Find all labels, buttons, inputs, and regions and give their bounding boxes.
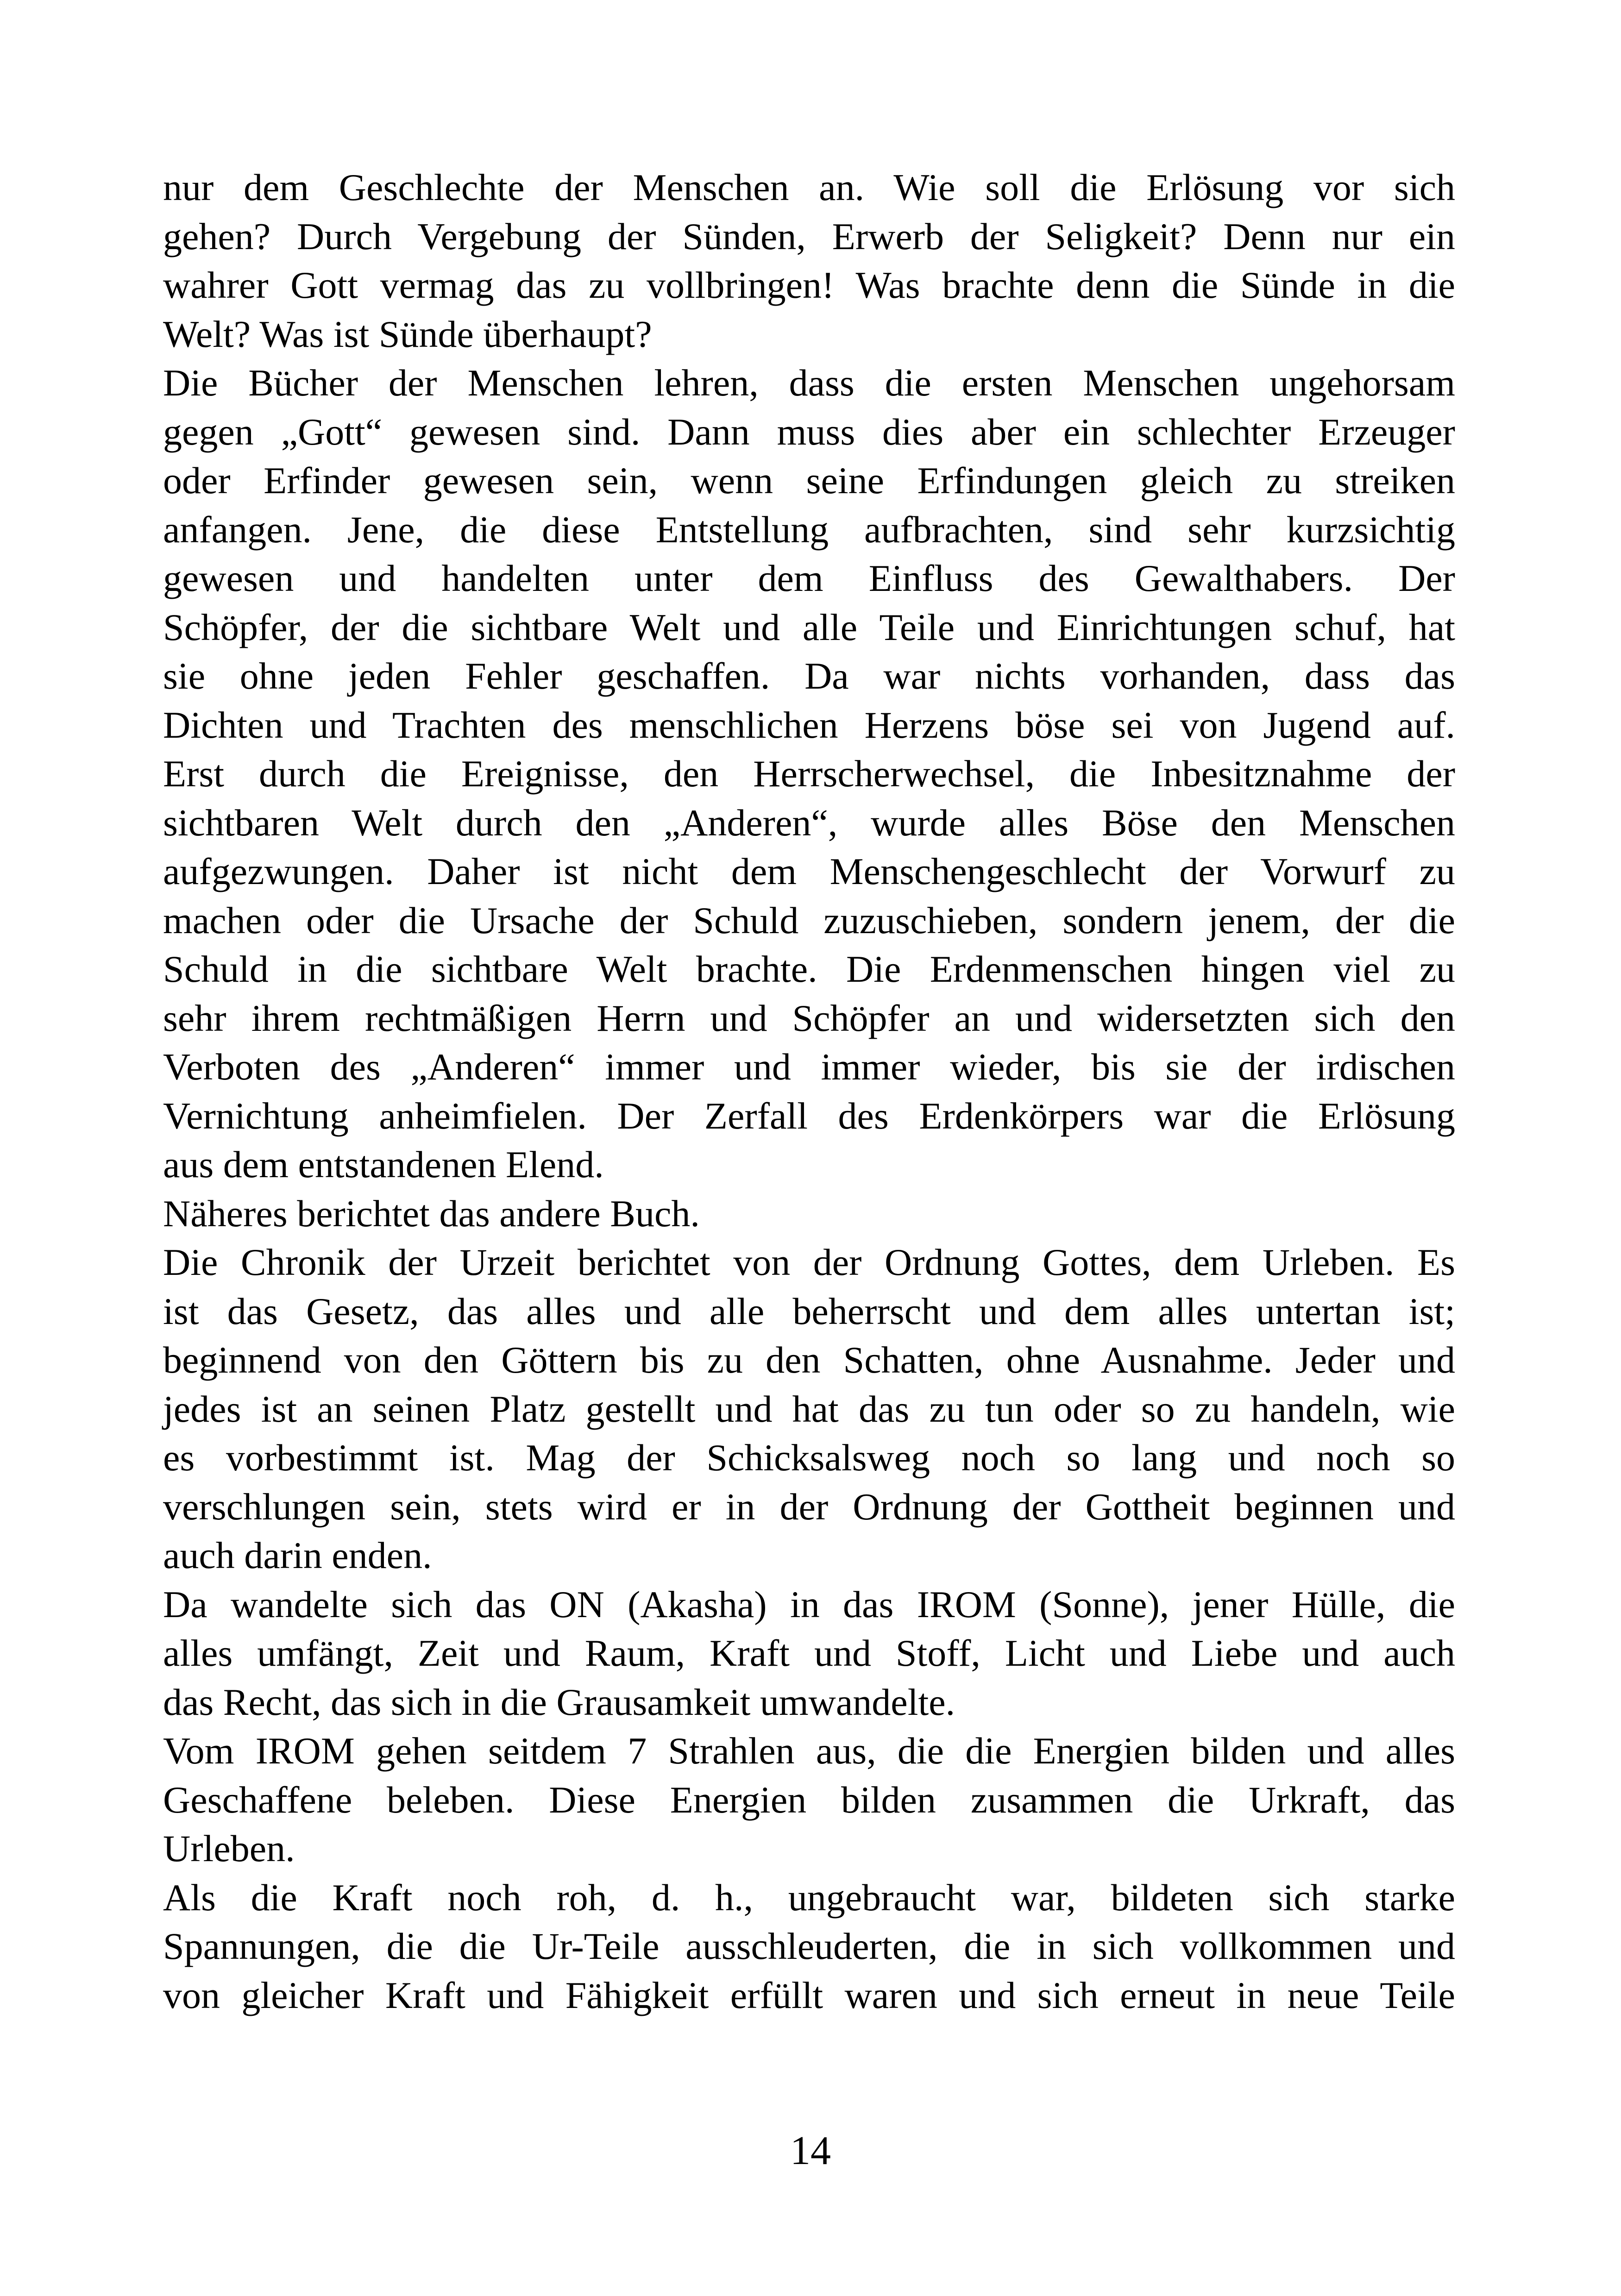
text-line: machen oder die Ursache der Schuld zuzuschieben, sondern jenem, der die bbox=[163, 899, 1455, 941]
text-line: Die Bücher der Menschen lehren, dass die ersten Menschen ungehorsam bbox=[163, 362, 1455, 404]
paragraph bbox=[163, 1238, 1455, 1580]
paragraph bbox=[163, 1189, 1455, 1238]
text-line: jedes ist an seinen Platz gestellt und hat das zu tun oder so zu handeln, wie bbox=[163, 1387, 1455, 1430]
paragraph bbox=[163, 1726, 1455, 1873]
text-line: aus dem entstandenen Elend. bbox=[163, 1143, 604, 1186]
text-line: Urleben. bbox=[163, 1827, 295, 1869]
text-line: Erst durch die Ereignisse, den Herrscherwechsel, die Inbesitznahme der bbox=[163, 753, 1455, 795]
text-line: ist das Gesetz, das alles und alle beherrscht und dem alles untertan ist; bbox=[163, 1290, 1455, 1332]
text-line: das Recht, das sich in die Grausamkeit umwandelte. bbox=[163, 1681, 955, 1723]
text-line: Schuld in die sichtbare Welt brachte. Die Erdenmenschen hingen viel zu bbox=[163, 948, 1455, 990]
text-line: anfangen. Jene, die diese Entstellung aufbrachten, sind sehr kurzsichtig bbox=[163, 508, 1455, 551]
text-line: alles umfängt, Zeit und Raum, Kraft und Stoff, Licht und Liebe und auch bbox=[163, 1632, 1455, 1674]
text-line: verschlungen sein, stets wird er in der Ordnung der Gottheit beginnen und bbox=[163, 1485, 1455, 1528]
text-line: es vorbestimmt ist. Mag der Schicksalsweg noch so lang und noch so bbox=[163, 1437, 1455, 1479]
text-line: Da wandelte sich das ON (Akasha) in das IROM (Sonne), jener Hülle, die bbox=[163, 1583, 1455, 1625]
text-line: Vom IROM gehen seitdem 7 Strahlen aus, die die Energien bilden und alles bbox=[163, 1730, 1455, 1772]
paragraph bbox=[163, 163, 1455, 358]
body-text bbox=[163, 163, 1455, 2020]
text-line: Näheres berichtet das andere Buch. bbox=[163, 1192, 700, 1235]
text-line: Dichten und Trachten des menschlichen Herzens böse sei von Jugend auf. bbox=[163, 703, 1455, 746]
paragraph bbox=[163, 1873, 1455, 2020]
text-line: oder Erfinder gewesen sein, wenn seine Erfindungen gleich zu streiken bbox=[163, 459, 1455, 502]
text-line: Spannungen, die die Ur-Teile ausschleuderten, die in sich vollkommen und bbox=[163, 1925, 1455, 1967]
paragraph bbox=[163, 358, 1455, 1189]
text-line: sehr ihrem rechtmäßigen Herrn und Schöpfer an und widersetzten sich den bbox=[163, 997, 1455, 1039]
text-line: gegen „Gott“ gewesen sind. Dann muss dies aber ein schlechter Erzeuger bbox=[163, 410, 1455, 453]
paragraph bbox=[163, 1580, 1455, 1727]
text-line: sie ohne jeden Fehler geschaffen. Da war nichts vorhanden, dass das bbox=[163, 655, 1455, 697]
text-line: Vernichtung anheimfielen. Der Zerfall des Erdenkörpers war die Erlösung bbox=[163, 1094, 1455, 1137]
text-line: Als die Kraft noch roh, d. h., ungebraucht war, bildeten sich starke bbox=[163, 1876, 1455, 1919]
text-line: wahrer Gott vermag das zu vollbringen! Was brachte denn die Sünde in die bbox=[163, 264, 1455, 306]
page-number: 14 bbox=[790, 2128, 831, 2173]
text-line: nur dem Geschlechte der Menschen an. Wie soll die Erlösung vor sich bbox=[163, 166, 1455, 208]
text-line: sichtbaren Welt durch den „Anderen“, wurde alles Böse den Menschen bbox=[163, 801, 1455, 844]
text-line: auch darin enden. bbox=[163, 1534, 432, 1576]
text-line: Die Chronik der Urzeit berichtet von der Ordnung Gottes, dem Urleben. Es bbox=[163, 1241, 1455, 1283]
text-line: beginnend von den Göttern bis zu den Schatten, ohne Ausnahme. Jeder und bbox=[163, 1339, 1455, 1381]
text-line: aufgezwungen. Daher ist nicht dem Menschengeschlecht der Vorwurf zu bbox=[163, 850, 1455, 892]
text-line: Welt? Was ist Sünde überhaupt? bbox=[163, 313, 652, 355]
text-line: gewesen und handelten unter dem Einfluss des Gewalthabers. Der bbox=[163, 557, 1455, 599]
text-line: Geschaffene beleben. Diese Energien bilden zusammen die Urkraft, das bbox=[163, 1778, 1455, 1821]
text-line: gehen? Durch Vergebung der Sünden, Erwerb der Seligkeit? Denn nur ein bbox=[163, 215, 1455, 257]
text-line: von gleicher Kraft und Fähigkeit erfüllt waren und sich erneut in neue Teile bbox=[163, 1974, 1455, 2016]
text-line: Schöpfer, der die sichtbare Welt und alle Teile und Einrichtungen schuf, hat bbox=[163, 606, 1455, 648]
text-line: Verboten des „Anderen“ immer und immer wieder, bis sie der irdischen bbox=[163, 1046, 1455, 1088]
